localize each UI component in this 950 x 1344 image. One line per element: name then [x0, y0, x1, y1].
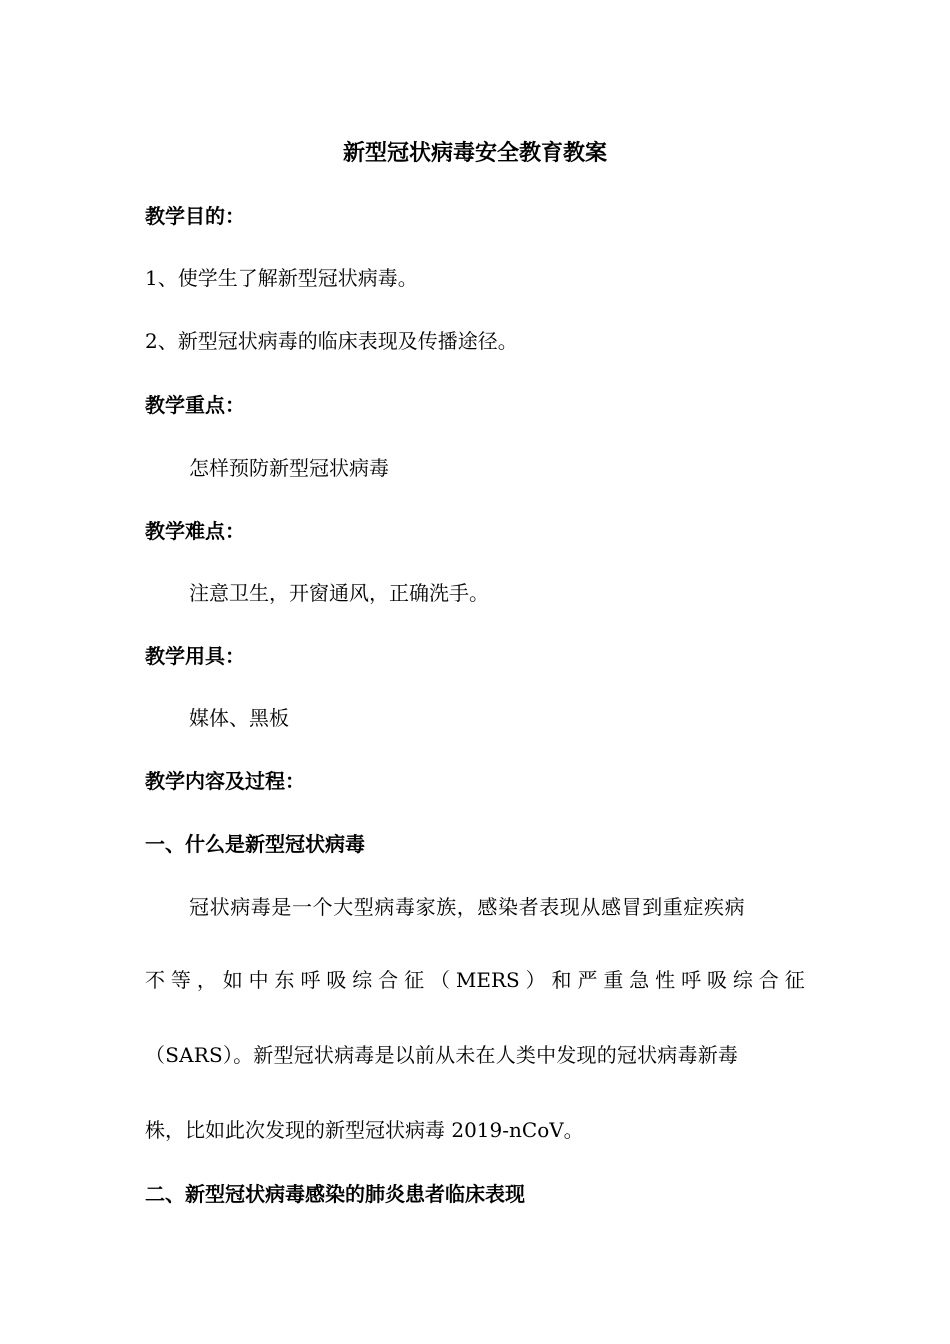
document-title: 新型冠状病毒安全教育教案	[342, 140, 607, 166]
key-point-text: 怎样预防新型冠状病毒	[189, 456, 389, 480]
paragraph-line-2-segment: 和	[551, 968, 572, 992]
section-1-paragraph-line-4: 株，比如此次发现的新型冠状病毒 2019-nCoV。	[145, 1118, 584, 1142]
paragraph-line-2-segment: 呼	[681, 968, 702, 992]
paragraph-line-2-segment: 急	[629, 968, 650, 992]
objective-item-1: 1、使学生了解新型冠状病毒。	[145, 266, 418, 290]
paragraph-line-2-segment: 吸	[706, 968, 727, 992]
paragraph-line-2-segment: （	[429, 968, 450, 992]
section-1-paragraph-line-3: （SARS）。新型冠状病毒是以前从未在人类中发现的冠状病毒新毒	[145, 1043, 739, 1067]
paragraph-line-2-segment: 征	[404, 968, 425, 992]
tools-heading: 教学用具：	[145, 644, 245, 668]
difficulty-text: 注意卫生，开窗通风，正确洗手。	[189, 581, 489, 605]
paragraph-line-2-segment: ）	[525, 968, 546, 992]
paragraph-line-2-segment: 合	[378, 968, 399, 992]
paragraph-line-2-segment: 性	[655, 968, 676, 992]
paragraph-line-2-segment: 综	[352, 968, 373, 992]
difficulty-heading: 教学难点：	[145, 519, 245, 543]
paragraph-line-2-segment: 合	[758, 968, 779, 992]
paragraph-line-2-segment: 征	[784, 968, 805, 992]
objective-heading: 教学目的：	[145, 204, 245, 228]
paragraph-line-2-segment: 不	[145, 968, 165, 992]
content-heading: 教学内容及过程：	[145, 769, 305, 793]
paragraph-line-2-segment: ，	[196, 968, 217, 992]
paragraph-line-2-segment: 中	[248, 968, 269, 992]
tools-text: 媒体、黑板	[189, 706, 289, 730]
paragraph-line-2-segment: 如	[222, 968, 243, 992]
objective-item-2: 2、新型冠状病毒的临床表现及传播途径。	[145, 329, 518, 353]
paragraph-line-2-segment: MERS	[455, 968, 520, 992]
paragraph-line-2-segment: 呼	[300, 968, 321, 992]
paragraph-line-2-segment: 等	[170, 968, 191, 992]
paragraph-line-2-segment: 综	[732, 968, 753, 992]
key-point-heading: 教学重点：	[145, 393, 245, 417]
paragraph-line-2-segment: 严	[577, 968, 598, 992]
paragraph-line-2-segment: 重	[603, 968, 624, 992]
section-1-paragraph-line-2	[145, 966, 805, 994]
paragraph-line-2-segment: 吸	[326, 968, 347, 992]
section-1-heading: 一、什么是新型冠状病毒	[145, 832, 365, 856]
section-2-heading: 二、新型冠状病毒感染的肺炎患者临床表现	[145, 1182, 525, 1206]
section-1-paragraph-line-1: 冠状病毒是一个大型病毒家族，感染者表现从感冒到重症疾病	[189, 895, 746, 919]
paragraph-line-2-segment: 东	[274, 968, 295, 992]
